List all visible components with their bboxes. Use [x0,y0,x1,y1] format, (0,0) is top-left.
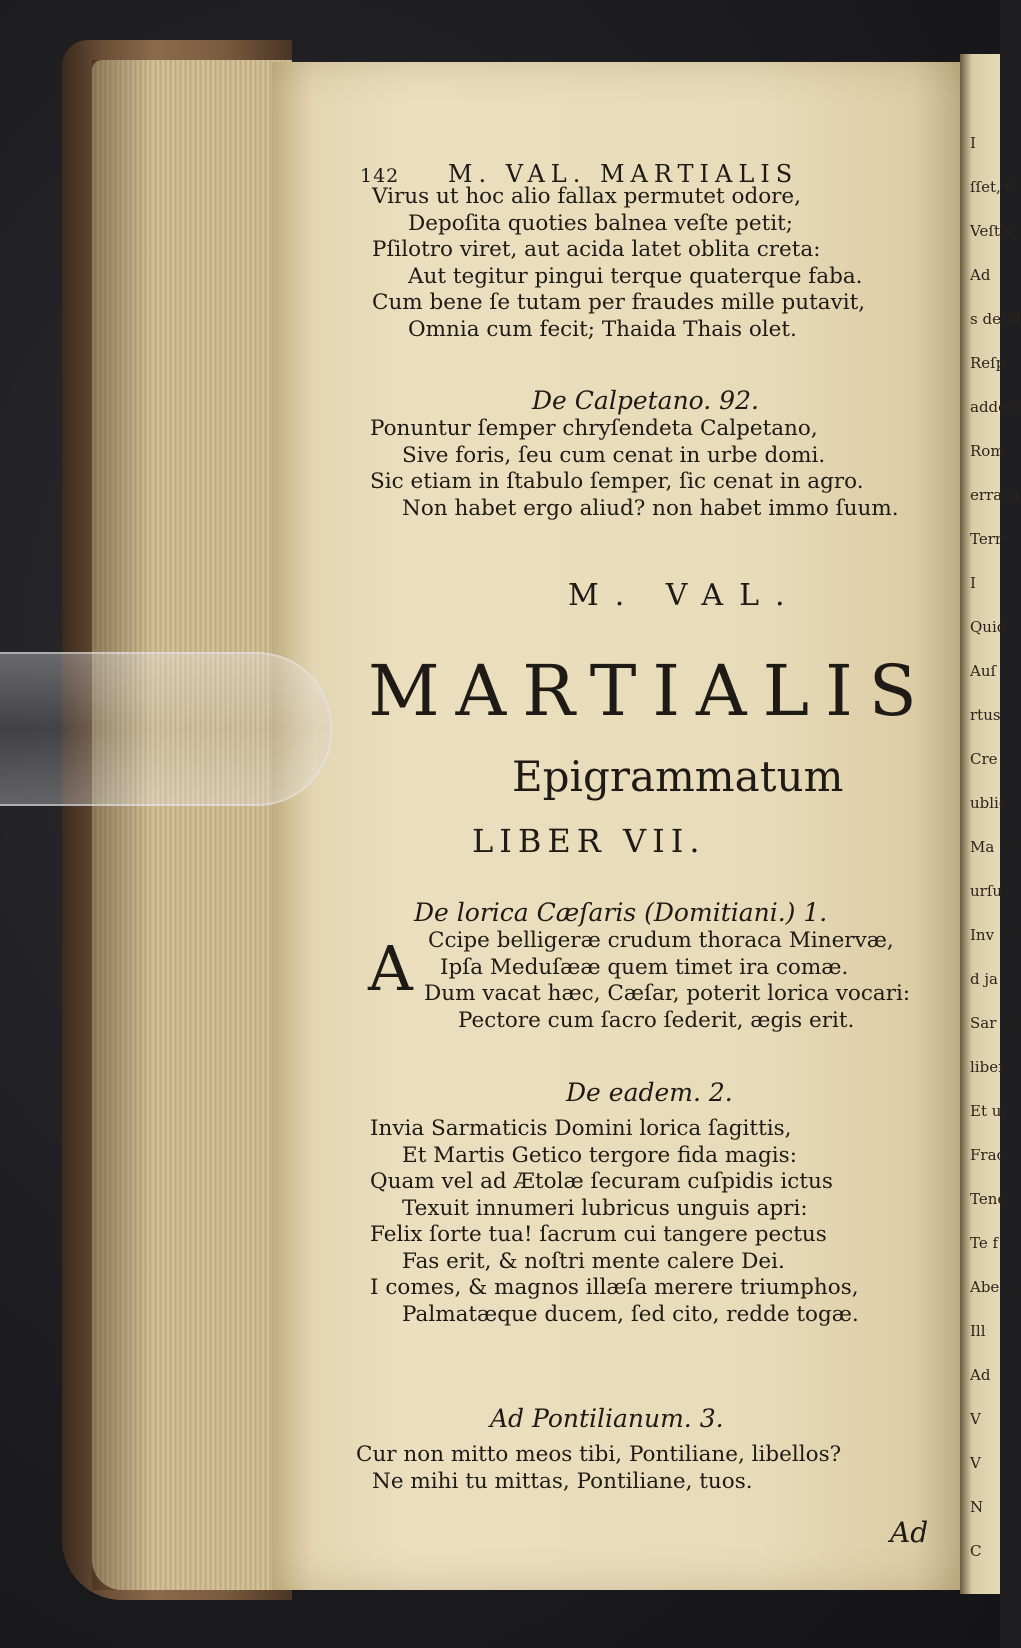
running-head: M. VAL. MARTIALIS [447,160,799,188]
facing-page-fragment: ſſet, C [970,178,1018,196]
verse-line: Virus ut hoc alio fallax permutet odore, [372,184,801,209]
page-number: 142 [360,165,400,187]
catchword: Ad [890,1516,929,1549]
verse-line: I comes, & magnos illæſa merere triumphos, [370,1275,859,1300]
verse-line: Omnia cum fecit; Thaida Thais olet. [408,316,797,342]
verse-line: Quam vel ad Ætolæ ſecuram cuſpidis ictus [370,1169,833,1194]
facing-page-fragment: Ad [970,266,991,284]
facing-page-fragment: Sar [970,1014,997,1032]
facing-page-fragment: Tene [970,1190,1007,1208]
verse-line: Dum vacat hæc, Cæſar, poterit lorica vocari: [424,981,911,1006]
facing-page-fragment: Veſtis [970,222,1013,240]
author-prefix: M. VAL. [568,578,801,613]
facing-page-fragment: Inv [970,926,995,944]
verse-line: Fas erit, & noſtri mente calere Dei. [402,1248,785,1274]
verse-line: Cur non mitto meos tibi, Pontiliane, libellos? [356,1442,842,1467]
facing-page-fragment: s deſid [970,310,1021,328]
facing-page-fragment: I [970,134,976,152]
facing-page-fragment: Rom [970,442,1005,460]
facing-page-fragment: liber [970,1058,1006,1076]
facing-page-fragment: rtus [970,706,1001,724]
facing-page-fragment: Auſ [970,662,997,680]
facing-page-fragment: Terr [970,530,1003,548]
facing-page-fragment: C [970,1542,982,1560]
facing-page-fragment: Quid [970,618,1007,636]
facing-page-fragment: Ad [970,1366,991,1384]
facing-page-fragment: Reſp [970,354,1006,372]
facing-page-fragment: d ja [970,970,998,988]
facing-page-fragment: V [970,1454,981,1472]
facing-page-fragment: urſu [970,882,1003,900]
verse-line: Ne mihi tu mittas, Pontiliane, tuos. [372,1468,753,1494]
facing-page-fragment: Cre [970,750,998,768]
book-number: LIBER VII. [472,822,706,860]
facing-page-fragment: V [970,1410,981,1428]
facing-page-fragment: Ma [970,838,995,856]
verse-line: Ipſa Meduſææ quem timet ira comæ. [440,954,849,980]
facing-page-fragment: Frac [970,1146,1005,1164]
verse-line: Pectore cum ſacro ſederit, ægis erit. [458,1007,855,1033]
verse-line: Sic etiam in ſtabulo ſemper, ſic cenat in agro. [370,469,864,494]
facing-page-fragment: N [970,1498,984,1516]
facing-page-fragment: I [970,574,976,592]
facing-page-fragment: Abe [970,1278,1000,1296]
author-name: MARTIALIS [368,650,933,732]
verse-line: Sive foris, ſeu cum cenat in urbe domi. [402,442,826,468]
work-title: Epigrammatum [512,752,844,801]
facing-page-fragment: erraru [970,486,1019,504]
verse-line: Invia Sarmaticis Domini lorica ſagittis, [370,1116,792,1141]
verse-line: Non habet ergo aliud? non habet immo ſuum. [402,495,899,521]
facing-page-fragment: Ill [970,1322,986,1340]
verse-line: Depoſita quoties balnea veſte petit; [408,210,794,236]
drop-cap: A [368,932,413,1005]
facing-page-fragment: Et ur [970,1102,1009,1120]
verse-line: Et Martis Getico tergore fida magis: [402,1142,797,1168]
verse-line: Ccipe belligeræ crudum thoraca Minervæ, [428,928,894,953]
verse-line: Felix ſorte tua! ſacrum cui tangere pectus [370,1222,827,1247]
epigram-2-title: De eadem. 2. [566,1078,733,1107]
page-clip [0,652,332,806]
verse-line: Pſilotro viret, aut acida latet oblita creta: [372,237,821,262]
verse-line: Aut tegitur pingui terque quaterque faba. [408,263,863,289]
epigram-92-title: De Calpetano. 92. [532,386,759,415]
facing-page-fragment: ublic [970,794,1008,812]
verse-line: Ponuntur ſemper chryſendeta Calpetano, [370,416,818,441]
facing-page-fragment: Te f [970,1234,999,1252]
epigram-3-title: Ad Pontilianum. 3. [490,1404,724,1433]
verse-line: Texuit innumeri lubricus unguis apri: [402,1195,808,1221]
epigram-1-title: De lorica Cæſaris (Domitiani.) 1. [414,898,828,927]
verse-line: Palmatæque ducem, ſed cito, redde togæ. [402,1301,859,1327]
facing-page-fragment: adde c [970,398,1021,416]
verse-line: Cum bene ſe tutam per fraudes mille putavit, [372,290,866,315]
